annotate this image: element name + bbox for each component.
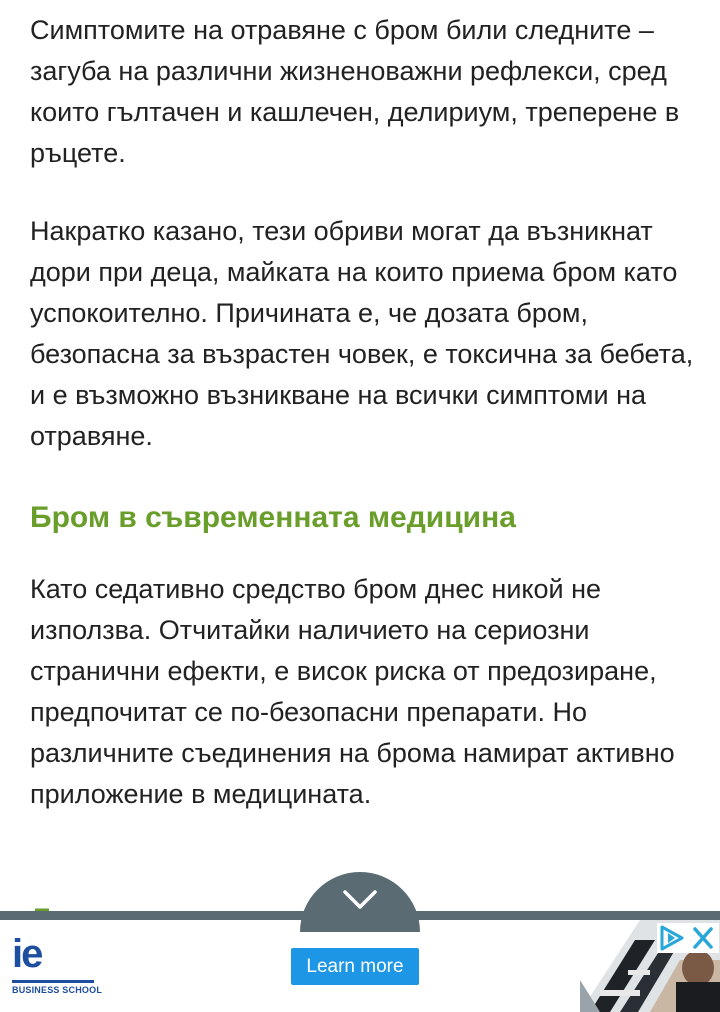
article-paragraph: Симптомите на отравяне с бром били следните – загуба на различни жизненоважни рефлекси, сред които гълтачен и кашлечен, делириум, треперене в ръцете.	[30, 15, 680, 168]
section-heading: Бром в съвременната медицина	[30, 501, 516, 534]
ad-logo-subtext: BUSINESS SCHOOL	[12, 985, 103, 995]
article-paragraph: Накратко казано, тези обриви могат да възникнат дори при деца, майката на които приема бром като успокоително. Причината е, че дозата бром, безопасна за възрастен човек, е токсична за бебета, и е възможно възникване на всички симптоми на отравяне.	[30, 216, 694, 451]
article-paragraph: Като седативно средство бром днес никой не използва. Отчитайки наличието на сериозни странични ефекти, е висок риска от предозиране, предпочитат се по-безопасни препарати. Но различните съединения на брома намират активно приложение в медицината.	[30, 574, 675, 809]
ad-banner[interactable]	[0, 920, 720, 1012]
learn-more-button[interactable]: Learn more	[291, 948, 419, 985]
ad-collapse-button[interactable]	[300, 872, 420, 932]
play-triangle-icon[interactable]	[662, 927, 682, 949]
close-icon[interactable]	[695, 929, 711, 947]
ad-logo-text: ie	[12, 932, 42, 976]
ad-logo[interactable]	[12, 932, 103, 998]
ad-choices[interactable]	[657, 923, 719, 953]
chevron-down-icon	[342, 888, 378, 912]
ad-logo-divider	[12, 980, 94, 983]
ad-choices-icons	[657, 923, 719, 953]
